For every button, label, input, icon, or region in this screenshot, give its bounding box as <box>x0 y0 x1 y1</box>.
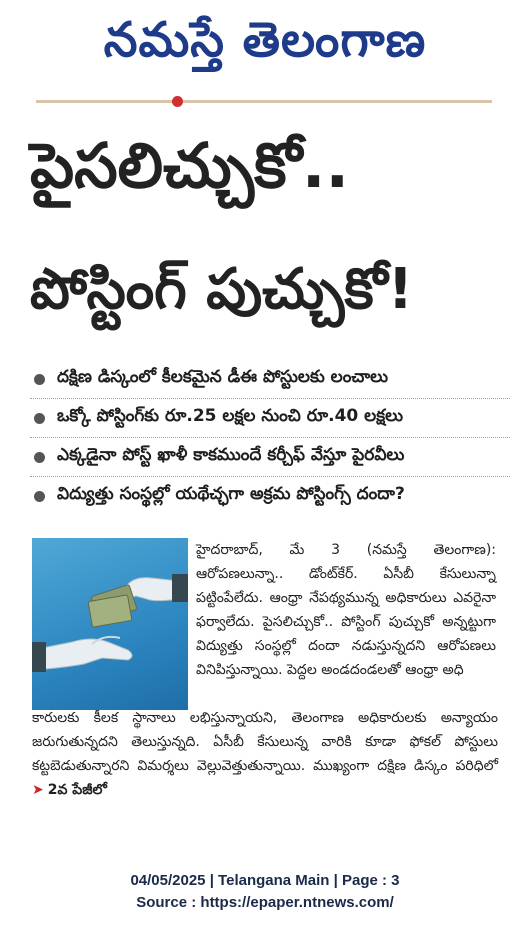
bullet-dot-icon <box>34 452 45 463</box>
article-body <box>32 706 498 802</box>
bullet-item <box>30 399 510 438</box>
divider-dot <box>172 96 183 107</box>
footer-edition-info: 04/05/2025 | Telangana Main | Page : 3 <box>130 872 400 889</box>
bullet-text: దక్షిణ డిస్కంలో కీలకమైన డీఈ పోస్టులకు లంచాలు <box>57 367 389 387</box>
bullet-text: ఒక్కో పోస్టింగ్‌కు రూ.25 లక్షల నుంచి రూ.40 లక్షలు <box>57 406 404 426</box>
headline-line-1: పైసలిచ్చుకో.. <box>30 129 350 202</box>
headline-line-2: పోస్టింగ్ పుచ్చుకో! <box>30 257 414 322</box>
bullet-text: విద్యుత్తు సంస్థల్లో యథేచ్ఛగా అక్రమ పోస్టింగ్స్ దందా? <box>57 484 405 504</box>
bullet-dot-icon <box>34 374 45 385</box>
bullet-dot-icon <box>34 491 45 502</box>
bullet-list <box>30 360 510 515</box>
footer-source[interactable]: Source : https://epaper.ntnews.com/ <box>136 894 394 911</box>
bullet-text: ఎక్కడైనా పోస్ట్ ఖాళీ కాకముందే కర్చీఫ్ వేస్తూ పైరవీలు <box>57 445 405 465</box>
masthead-logo: నమస్తే తెలంగాణ <box>103 12 427 68</box>
masthead <box>0 0 530 90</box>
bullet-item <box>30 438 510 477</box>
money-exchange-icon <box>32 538 188 710</box>
continued-link[interactable] <box>32 782 107 798</box>
article-intro: హైదరాబాద్, మే 3 (నమస్తే తెలంగాణ): ఆరోపణలున్నా.. డోంట్‌కేర్. ఏసీబీ కేసులున్నా పట్టింపేలేదు. ఆంధ్రా నేపథ్యమున్న అధికారులు ఎవరైనా ఫర్వాలేదు. పైసలిచ్చుకో.. పోస్టింగ్ పుచ్చుకో అన్నట్టుగా విద్యుత్తు సంస్థల్లో దందా నడుస్తున్నదని ఆరోపణలు వినిపిస్తున్నాయి. పెద్దల అండదండలతో ఆంధ్రా అధి <box>196 542 496 678</box>
arrow-right-icon: ➤ <box>32 782 44 798</box>
bullet-dot-icon <box>34 413 45 424</box>
bribe-illustration <box>32 538 188 710</box>
bullet-item <box>30 477 510 515</box>
bullet-item <box>30 360 510 399</box>
continued-label: 2వ పేజీలో <box>47 782 107 798</box>
article-body-text: కారులకు కీలక స్థానాలు లభిస్తున్నాయని, తెలంగాణ అధికారులకు అన్యాయం జరుగుతున్నదని తెలుస్తున్నది. ఏసీబీ కేసులున్న వారికి కూడా ఫోకల్ పోస్టులు కట్టబెడుతున్నారని విమర్శలు వెల్లువెత్తుతున్నాయి. ముఖ్యంగా దక్షిణ డిస్కం పరిధిలో <box>32 710 498 774</box>
page-footer <box>0 870 530 914</box>
masthead-divider <box>36 100 492 103</box>
